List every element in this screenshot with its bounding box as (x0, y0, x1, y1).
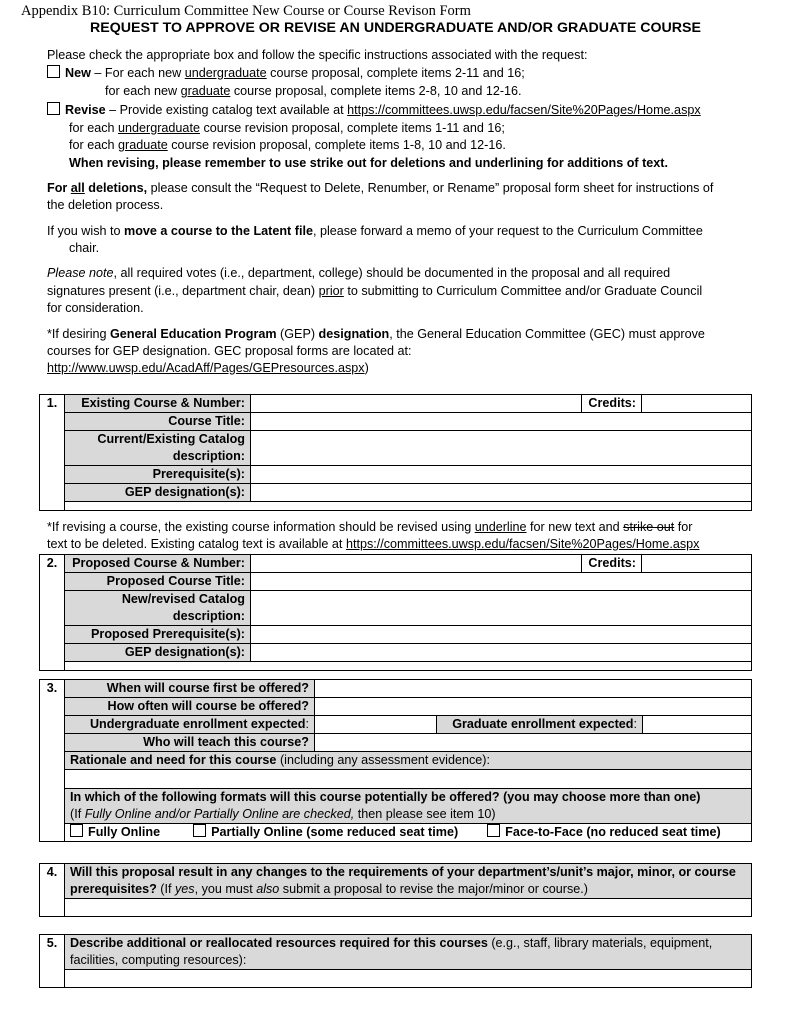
proposed-course-label: Proposed Course & Number: (65, 555, 251, 573)
existing-course-field[interactable] (251, 395, 582, 413)
option-revise[interactable] (47, 102, 701, 119)
partially-online-checkbox[interactable] (193, 824, 206, 837)
resources-question: Describe additional or reallocated resources required for this courses (e.g., staff, library materials, equipment, facilities, computing resources): (65, 935, 752, 970)
who-teach-label: Who will teach this course? (65, 734, 315, 752)
option-partially-online[interactable]: Partially Online (some reduced seat time) (193, 825, 458, 839)
committees-link[interactable]: https://committees.uwsp.edu/facsen/Site%20Pages/Home.aspx (347, 103, 701, 117)
proposed-title-label: Proposed Course Title: (65, 573, 251, 591)
form-title: REQUEST TO APPROVE OR REVISE AN UNDERGRADUATE AND/OR GRADUATE COURSE (90, 20, 701, 36)
revise-label: Revise (65, 103, 106, 117)
section-spacer (65, 502, 752, 511)
gep-designation-label: GEP designation(s): (65, 484, 251, 502)
note-line-2: signatures present (i.e., department chair, dean) prior to submitting to Curriculum Committee and/or Graduate Council (47, 284, 703, 298)
section-number: 5. (40, 935, 65, 988)
major-changes-question: Will this proposal result in any changes to the requirements of your department’s/unit’s major, minor, or course prerequisites? (If yes, you must also submit a proposal to revise the major/minor or course.) (65, 864, 752, 899)
instructions-intro: Please check the appropriate box and follow the specific instructions associated with the request: (47, 48, 588, 62)
grad-enrollment-label: Graduate enrollment expected: (437, 716, 643, 734)
section-2-table (39, 554, 752, 671)
who-teach-field[interactable] (315, 734, 752, 752)
new-text: – For each new (90, 66, 185, 80)
proposed-course-field[interactable] (251, 555, 582, 573)
section-number: 2. (40, 555, 65, 671)
credits-label: Credits: (582, 395, 642, 413)
face-to-face-checkbox[interactable] (487, 824, 500, 837)
credits-label: Credits: (582, 555, 642, 573)
prerequisite-label: Prerequisite(s): (65, 466, 251, 484)
latent-line-2: chair. (69, 241, 100, 255)
new-label: New (65, 66, 91, 80)
instructions (47, 47, 751, 382)
latent-line-1: If you wish to move a course to the Latent file, please forward a memo of your request to the Curriculum Committee (47, 224, 703, 238)
new-underline: undergraduate (184, 66, 267, 80)
major-changes-field[interactable] (65, 899, 752, 917)
note-line-3: for consideration. (47, 301, 144, 315)
appendix-label: Appendix B10: Curriculum Committee New Course or Course Revison Form (21, 3, 471, 19)
existing-course-label: Existing Course & Number: (65, 395, 251, 413)
revise-line-3: for each graduate course revision proposal, complete items 1-8, 10 and 12-16. (69, 138, 506, 152)
section-number: 4. (40, 864, 65, 917)
gep-line-3: http://www.uwsp.edu/AcadAff/Pages/GEPresources.aspx) (47, 361, 369, 375)
new-line-2: for each new graduate course proposal, complete items 2-8, 10 and 12-16. (105, 84, 522, 98)
revise-note: *If revising a course, the existing course information should be revised using underline for new text and strike out for text to be deleted. Existing catalog text is available at https://committees.uwsp.edu/facsen/Site%20Pages/Home.aspx (47, 520, 700, 551)
section-number: 1. (40, 395, 65, 511)
ug-enrollment-label: Undergraduate enrollment expected: (65, 716, 315, 734)
option-new[interactable] (47, 65, 525, 82)
how-often-field[interactable] (315, 698, 752, 716)
prerequisite-field[interactable] (251, 466, 752, 484)
first-offered-field[interactable] (315, 680, 752, 698)
section-number: 3. (40, 680, 65, 842)
committees-link-2[interactable]: https://committees.uwsp.edu/facsen/Site%20Pages/Home.aspx (345, 537, 700, 551)
credits-field[interactable] (642, 395, 752, 413)
credits-field[interactable] (642, 555, 752, 573)
section-3-table (39, 679, 752, 842)
new-catalog-description-field[interactable] (251, 591, 752, 626)
section-spacer (65, 662, 752, 671)
grad-enrollment-field[interactable] (643, 716, 752, 734)
gep-line-2: courses for GEP designation. GEC proposal forms are located at: (47, 344, 412, 358)
course-title-label: Course Title: (65, 413, 251, 431)
catalog-description-field[interactable] (251, 431, 752, 466)
revise-line-4: When revising, please remember to use strike out for deletions and underlining for additions of text. (69, 156, 668, 170)
format-options (65, 824, 752, 842)
option-face-to-face[interactable]: Face-to-Face (no reduced seat time) (487, 825, 721, 839)
gep-designation-field[interactable] (251, 484, 752, 502)
rationale-field[interactable] (65, 770, 752, 789)
gep-line-1: *If desiring General Education Program (GEP) designation, the General Education Committee (GEC) must approve (47, 327, 705, 341)
gep-link[interactable]: http://www.uwsp.edu/AcadAff/Pages/GEPresources.aspx (47, 361, 365, 375)
gep-designation-label: GEP designation(s): (65, 644, 251, 662)
course-title-field[interactable] (251, 413, 752, 431)
fully-online-checkbox[interactable] (70, 824, 83, 837)
option-fully-online[interactable]: Fully Online (70, 825, 160, 839)
catalog-description-label: Current/Existing Catalog description: (65, 431, 251, 466)
note-line-1: Please note, all required votes (i.e., department, college) should be documented in the proposal and all required (47, 266, 671, 280)
section-4-table (39, 863, 752, 917)
proposed-title-field[interactable] (251, 573, 752, 591)
resources-field[interactable] (65, 970, 752, 988)
first-offered-label: When will course first be offered? (65, 680, 315, 698)
new-checkbox[interactable] (47, 65, 60, 78)
ug-enrollment-field[interactable] (315, 716, 437, 734)
deletions-line-1: For all deletions, please consult the “Request to Delete, Renumber, or Rename” proposal form sheet for instructions of (47, 181, 714, 195)
section-1-table (39, 394, 752, 511)
revise-text: – Provide existing catalog text available at (105, 103, 348, 117)
how-often-label: How often will course be offered? (65, 698, 315, 716)
revise-line-2: for each undergraduate course revision proposal, complete items 1-11 and 16; (69, 121, 505, 135)
revise-checkbox[interactable] (47, 102, 60, 115)
new-catalog-description-label: New/revised Catalog description: (65, 591, 251, 626)
formats-question: In which of the following formats will this course potentially be offered? (you may choose more than one) (If Fully Online and/or Partially Online are checked, then please see item 10) (65, 789, 752, 824)
deletions-line-2: the deletion process. (47, 198, 164, 212)
gep-designation-field[interactable] (251, 644, 752, 662)
new-text-end: course proposal, complete items 2-11 and 16; (266, 66, 525, 80)
rationale-label: Rationale and need for this course (including any assessment evidence): (65, 752, 752, 770)
section-5-table (39, 934, 752, 988)
proposed-prerequisite-field[interactable] (251, 626, 752, 644)
proposed-prerequisite-label: Proposed Prerequisite(s): (65, 626, 251, 644)
